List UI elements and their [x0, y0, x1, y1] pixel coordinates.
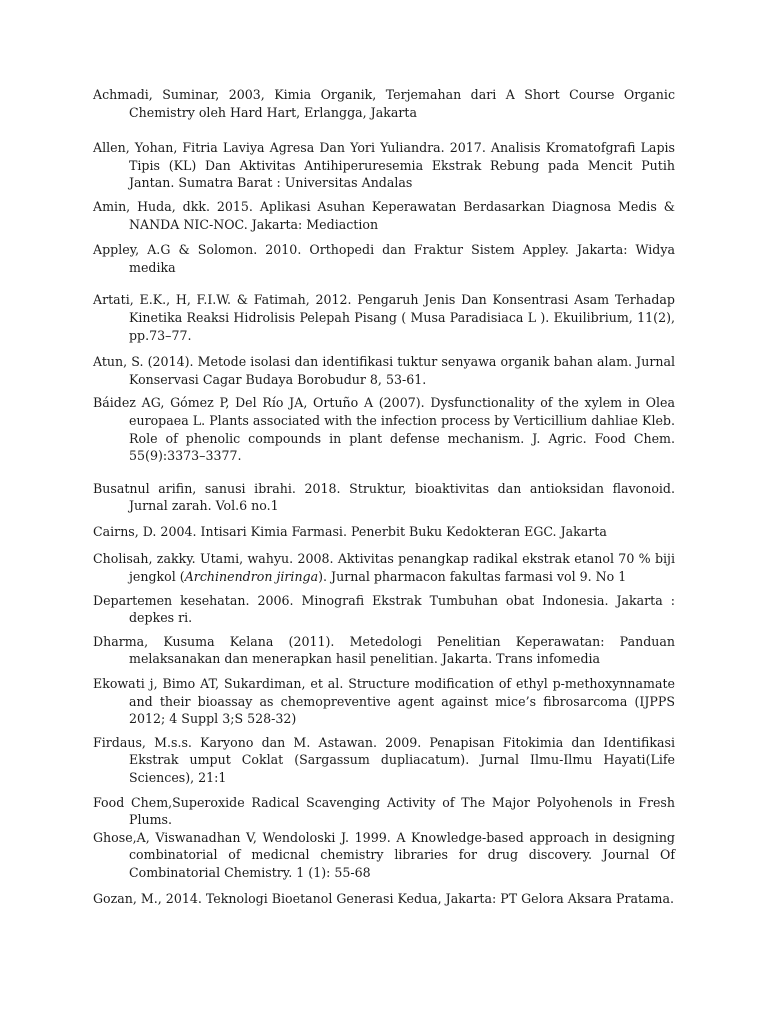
reference-entry: Gozan, M., 2014. Teknologi Bioetanol Generasi Kedua, Jakarta: PT Gelora Aksara Pratama. — [93, 890, 675, 906]
reference-entry: Artati, E.K., H, F.I.W. & Fatimah, 2012. Pengaruh Jenis Dan Konsentrasi Asam Terhadap Kinetika Reaksi Hidrolisis Pelepah Pisang ( Musa Paradisiaca L ). Ekuilibrium, 11(2), pp.73–77. — [93, 292, 675, 343]
reference-entry: Achmadi, Suminar, 2003, Kimia Organik, Terjemahan dari A Short Course Organic Chemistry oleh Hard Hart, Erlangga, Jakarta — [93, 87, 675, 120]
species-name-italic: Archinendron jiringa — [184, 569, 319, 585]
reference-entry — [93, 550, 675, 585]
reference-entry: Dharma, Kusuma Kelana (2011). Metedologi Penelitian Keperawatan: Panduan melaksanakan dan menerapkan hasil penelitian. Jakarta. Trans infomedia — [93, 633, 675, 667]
reference-entry: Báidez AG, Gómez P, Del Río JA, Ortuño A (2007). Dysfunctionality of the xylem in Olea europaea L. Plants associated with the infection process by Verticillium dahliae Kleb. Role of phenolic compounds in plant defense mechanism. J. Agric. Food Chem. 55(9):3373–3377. — [93, 395, 675, 464]
reference-entry: Food Chem,Superoxide Radical Scavenging Activity of The Major Polyohenols in Fresh Plums. — [93, 794, 675, 828]
reference-entry: Busatnul arifin, sanusi ibrahi. 2018. Struktur, bioaktivitas dan antioksidan flavonoid. Jurnal zarah. Vol.6 no.1 — [93, 480, 675, 514]
reference-list — [93, 86, 675, 907]
reference-text: Cholisah, zakky. Utami, wahyu. 2008. Aktivitas penangkap radikal ekstrak etanol 70 % biji jengkol ( — [93, 551, 675, 585]
reference-entry: Ekowati j, Bimo AT, Sukardiman, et al. Structure modification of ethyl p-methoxynnamate and their bioassay as chemopreventive agent against mice’s fibrosarcoma (IJPPS 2012; 4 Suppl 3;S 528-32) — [93, 676, 675, 727]
reference-entry: Cairns, D. 2004. Intisari Kimia Farmasi. Penerbit Buku Kedokteran EGC. Jakarta — [93, 523, 607, 539]
reference-entry: Ghose,A, Viswanadhan V, Wendoloski J. 1999. A Knowledge-based approach in designing combinatorial of medicnal chemistry libraries for drug discovery. Journal Of Combinatorial Chemistry. 1 (1): 55-68 — [93, 829, 675, 880]
reference-text: ). Jurnal pharmacon fakultas farmasi vol 9. No 1 — [318, 569, 627, 585]
reference-entry: Departemen kesehatan. 2006. Minografi Ekstrak Tumbuhan obat Indonesia. Jakarta : depkes ri. — [93, 592, 675, 626]
reference-entry: Firdaus, M.s.s. Karyono dan M. Astawan. 2009. Penapisan Fitokimia dan Identifikasi Ekstrak umput Coklat (Sargassum dupliacatum). Jurnal Ilmu-Ilmu Hayati(Life Sciences), 21:1 — [93, 734, 675, 785]
reference-entry: Atun, S. (2014). Metode isolasi dan identifikasi tuktur senyawa organik bahan alam. Jurnal Konservasi Cagar Budaya Borobudur 8, 53-61. — [93, 354, 675, 387]
reference-entry: Allen, Yohan, Fitria Laviya Agresa Dan Yori Yuliandra. 2017. Analisis Kromatofgrafi Lapis Tipis (KL) Dan Aktivitas Antihiperuresemia Ekstrak Rebung pada Mencit Putih Jantan. Sumatra Barat : Universitas Andalas — [93, 140, 675, 191]
reference-entry: Amin, Huda, dkk. 2015. Aplikasi Asuhan Keperawatan Berdasarkan Diagnosa Medis & NANDA NIC-NOC. Jakarta: Mediaction — [93, 198, 675, 232]
reference-entry: Appley, A.G & Solomon. 2010. Orthopedi dan Fraktur Sistem Appley. Jakarta: Widya medika — [93, 242, 675, 275]
